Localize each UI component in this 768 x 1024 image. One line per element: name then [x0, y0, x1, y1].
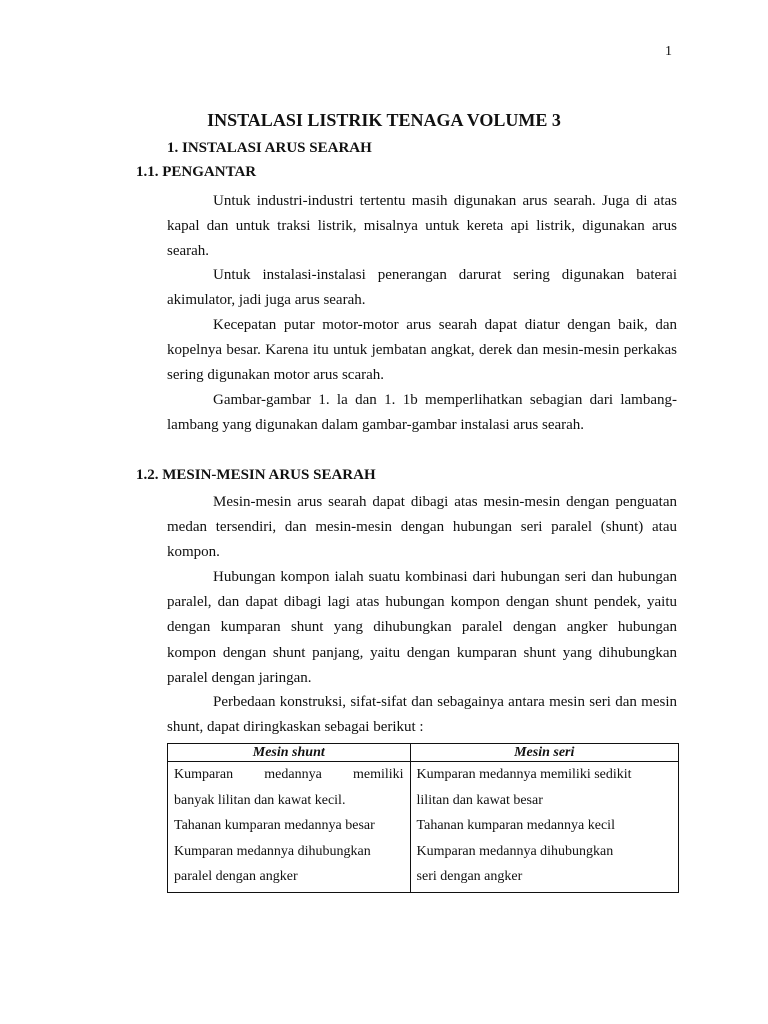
paragraph: Perbedaan konstruksi, sifat-sifat dan sebagainya antara mesin seri dan mesin shunt, dapat diringkaskan sebagai berikut :: [167, 694, 677, 736]
document-title: INSTALASI LISTRIK TENAGA VOLUME 3: [207, 110, 561, 130]
table-cell-seri: [410, 839, 678, 893]
paragraph: Hubungan kompon ialah suatu kombinasi dari hubungan seri dan hubungan paralel, dan dapat dibagi lagi atas hubungan kompon dengan shunt pendek, yaitu dengan kumparan shunt yang dihubungkan paralel dengan angker hubungan kompon dengan shunt panjang, yaitu dengan kumparan shunt yang dihubungkan paralel dengan jaringan.: [167, 569, 677, 686]
cell-line: Tahanan kumparan medannya besar: [174, 818, 375, 833]
table-cell-shunt: [168, 762, 411, 814]
column-header-shunt: Mesin shunt: [168, 744, 411, 762]
paragraph: Untuk industri-industri tertentu masih digunakan arus searah. Juga di atas kapal dan untuk traksi listrik, misalnya untuk kereta api listrik, digunakan arus searah.: [167, 193, 677, 260]
column-header-seri: Mesin seri: [410, 744, 678, 762]
table-header-row: [168, 744, 679, 762]
comparison-table: [167, 743, 679, 893]
cell-line: Tahanan kumparan medannya kecil: [416, 818, 615, 833]
table-cell-shunt: [168, 813, 411, 839]
paragraph: Untuk instalasi-instalasi penerangan darurat sering digunakan baterai akimulator, jadi juga arus searah.: [167, 267, 677, 309]
table-row: [168, 762, 679, 814]
page-number: 1: [665, 44, 672, 59]
table-cell-seri: [410, 813, 678, 839]
cell-line: banyak lilitan dan kawat kecil.: [174, 792, 346, 808]
cell-line: lilitan dan kawat besar: [416, 792, 543, 808]
paragraph: Gambar-gambar 1. la dan 1. 1b memperlihatkan sebagian dari lambang-lambang yang digunakan dalam gambar-gambar instalasi arus searah.: [167, 392, 677, 434]
table-cell-shunt: [168, 839, 411, 893]
cell-line: Kumparan medannya memiliki sedikit: [416, 767, 632, 782]
cell-line: Kumparan medannya dihubungkan: [174, 843, 371, 859]
cell-line: Kumparan medannya memiliki: [174, 767, 404, 782]
cell-line: paralel dengan angker: [174, 869, 298, 884]
cell-line: Kumparan medannya dihubungkan: [416, 843, 614, 859]
cell-line: seri dengan angker: [416, 869, 523, 884]
section-heading-1: 1. INSTALASI ARUS SEARAH: [167, 140, 372, 156]
table-row: [168, 813, 679, 839]
paragraph: Mesin-mesin arus searah dapat dibagi atas mesin-mesin dengan penguatan medan tersendiri, dan mesin-mesin dengan hubungan seri paralel (shunt) atau kompon.: [167, 494, 677, 561]
section-heading-1-1: 1.1. PENGANTAR: [136, 164, 257, 180]
table-cell-seri: [410, 762, 678, 814]
section-heading-1-2: 1.2. MESIN-MESIN ARUS SEARAH: [136, 467, 376, 483]
paragraph: Kecepatan putar motor-motor arus searah dapat diatur dengan baik, dan kopelnya besar. Karena itu untuk jembatan angkat, derek dan mesin-mesin perkakas sering digunakan motor arus scarah.: [167, 317, 677, 384]
table-row: [168, 839, 679, 893]
